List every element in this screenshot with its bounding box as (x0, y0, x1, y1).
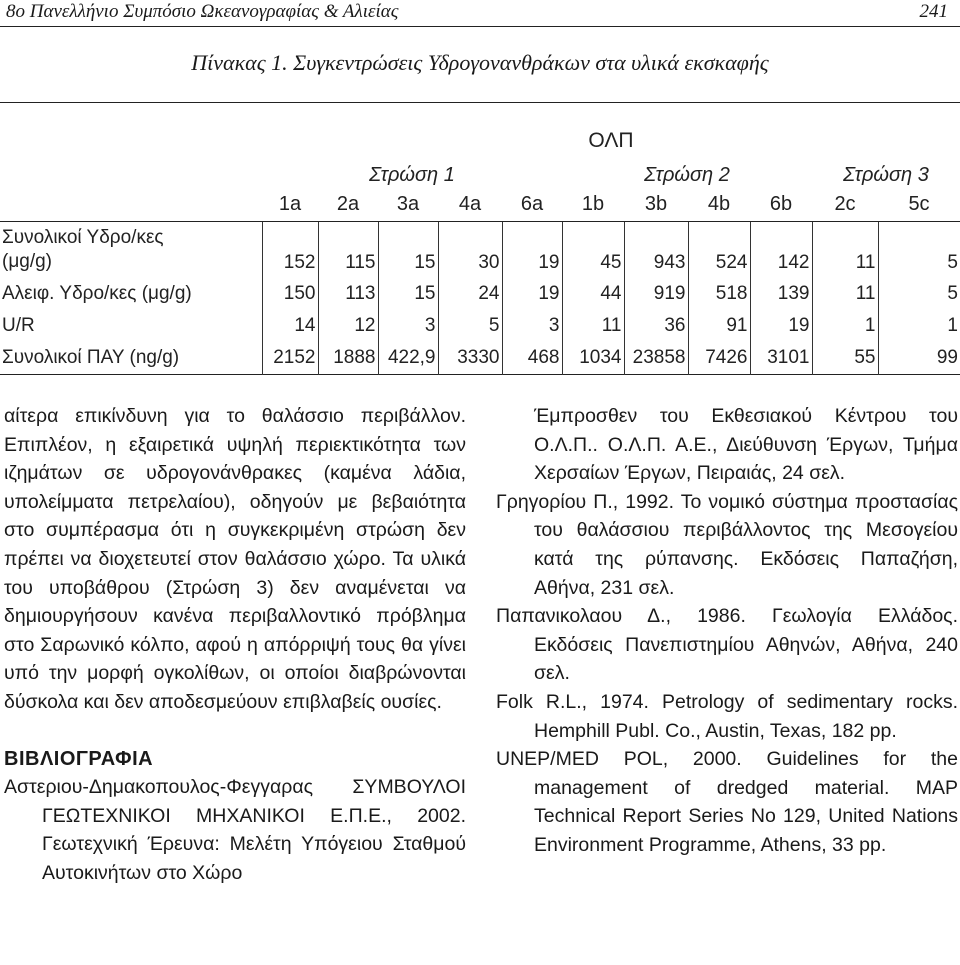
table-cell: 152 (262, 222, 318, 279)
page-number: 241 (919, 1, 948, 22)
journal-title: 8ο Πανελλήνιο Συμπόσιο Ωκεανογραφίας & Αλιείας (6, 1, 399, 22)
table-cell: 3330 (438, 342, 502, 375)
sample-header: 3a (378, 187, 438, 222)
reference-item: Γρηγορίου Π., 1992. Το νομικό σύστημα προστασίας του θαλάσσιου περιβάλλοντος της Μεσογείου κατά της ρύπανσης. Εκδόσεις Παπαζήση, Αθήνα, 231 σελ. (496, 490, 958, 599)
sample-header: 4a (438, 187, 502, 222)
row-label: U/R (2, 315, 35, 336)
sample-header: 1b (562, 187, 624, 222)
table-cell: 5 (878, 222, 960, 279)
table-cell: 2152 (262, 342, 318, 375)
table-cell: 44 (562, 278, 624, 310)
sample-header: 4b (688, 187, 750, 222)
table-cell: 12 (318, 310, 378, 342)
sample-header: 3b (624, 187, 688, 222)
table-cell: 1888 (318, 342, 378, 375)
sample-header: 6b (750, 187, 812, 222)
bibliography-heading: ΒΙΒΛΙΟΓΡΑΦΙΑ (4, 747, 154, 770)
table-cell: 1034 (562, 342, 624, 375)
row-label: Αλειφ. Υδρο/κες (μg/g) (2, 283, 192, 304)
group-header: ΟΛΠ (588, 129, 634, 152)
layer-3-header: Στρώση 3 (843, 164, 929, 186)
table-row (0, 342, 960, 375)
running-head (6, 0, 948, 24)
table-cell: 99 (878, 342, 960, 375)
table-cell: 1 (812, 310, 878, 342)
hydrocarbon-table (0, 102, 960, 375)
table-cell: 518 (688, 278, 750, 310)
table-cell: 91 (688, 310, 750, 342)
table-cell: 15 (378, 278, 438, 310)
table-cell: 7426 (688, 342, 750, 375)
sample-header: 5c (878, 187, 960, 222)
right-column (496, 402, 958, 860)
table-cell: 14 (262, 310, 318, 342)
row-label: Συνολικοί ΠΑΥ (ng/g) (2, 347, 180, 368)
table-cell: 15 (378, 222, 438, 279)
table-cell: 19 (502, 278, 562, 310)
table-cell: 45 (562, 222, 624, 279)
table-cell: 11 (812, 278, 878, 310)
sample-header: 1a (262, 187, 318, 222)
table-row (0, 278, 960, 310)
table-cell: 524 (688, 222, 750, 279)
table-cell: 113 (318, 278, 378, 310)
table-cell: 3101 (750, 342, 812, 375)
table-row (0, 222, 960, 279)
table-cell: 468 (502, 342, 562, 375)
reference-continuation: Έμπροσθεν του Εκθεσιακού Κέντρου του Ο.Λ.Π.. Ο.Λ.Π. Α.Ε., Διεύθυνση Έργων, Τμήμα Χερσαίων Έργων, Πειραιάς, 24 σελ. (534, 405, 958, 485)
table-cell: 5 (878, 278, 960, 310)
table-cell: 11 (812, 222, 878, 279)
table-cell: 1 (878, 310, 960, 342)
table-cell: 943 (624, 222, 688, 279)
table-cell: 24 (438, 278, 502, 310)
table-cell: 3 (502, 310, 562, 342)
table-row (0, 310, 960, 342)
table-cell: 422,9 (378, 342, 438, 375)
table-cell: 139 (750, 278, 812, 310)
sample-header: 2c (812, 187, 878, 222)
table-cell: 30 (438, 222, 502, 279)
table-cell: 19 (502, 222, 562, 279)
table-cell: 150 (262, 278, 318, 310)
table-cell: 11 (562, 310, 624, 342)
reference-item: UNEP/MED POL, 2000. Guidelines for the management of dredged material. MAP Technical Report Series No 129, United Nations Environment Programme, Athens, 33 pp. (496, 748, 958, 856)
layer-2-header: Στρώση 2 (644, 164, 730, 186)
table-corner (0, 103, 262, 154)
reference-item: Αστεριου-Δημακοπουλος-Φεγγαρας ΣΥΜΒΟΥΛΟΙ ΓΕΩΤΕΧΝΙΚΟΙ ΜΗΧΑΝΙΚΟΙ Ε.Π.Ε., 2002. Γεωτεχνική Έρευνα: Μελέτη Υπόγειου Σταθμού Αυτοκινήτων στο Χώρο (4, 776, 466, 884)
sample-header: 6a (502, 187, 562, 222)
table-caption: Πίνακας 1. Συγκεντρώσεις Υδρογονανθράκων στα υλικά εκσκαφής (191, 50, 769, 75)
body-paragraph: αίτερα επικίνδυνη για το θαλάσσιο περιβάλλον. Επιπλέον, η εξαιρετικά υψηλή περιεκτικότητα των ιζημάτων σε υδρογονάνθρακες (καμένα λάδια, υπολείμματα πετρελαίου), οδηγούν με βεβαιότητα στο συμπέρασμα ότι η συγκεκριμένη στρώση δεν πρέπει να διοχετευτεί στον θαλάσσιο χώρο. Τα υλικά του υποβάθρου (Στρώση 3) δεν αναμένεται να δημιουργήσουν κανένα περιβαλλοντικό πρόβλημα στο Σαρωνικό κόλπο, αφού η απόρριψή τους θα γίνει υπό την μορφή ογκολίθων, οι οποίοι διαβρώνονται δύσκολα και δεν αποδεσμεύουν επιβλαβείς ουσίες. (4, 405, 466, 713)
table-cell: 23858 (624, 342, 688, 375)
reference-item: Παπανικολαου Δ., 1986. Γεωλογία Ελλάδος. Εκδόσεις Πανεπιστημίου Αθηνών, Αθήνα, 240 σελ. (496, 605, 958, 685)
table-cell: 55 (812, 342, 878, 375)
table-cell: 36 (624, 310, 688, 342)
layer-1-header: Στρώση 1 (369, 164, 455, 186)
left-column (4, 402, 466, 888)
table-cell: 5 (438, 310, 502, 342)
table-cell: 115 (318, 222, 378, 279)
table-cell: 19 (750, 310, 812, 342)
table-cell: 3 (378, 310, 438, 342)
table-cell: 919 (624, 278, 688, 310)
sample-header: 2a (318, 187, 378, 222)
reference-item: Folk R.L., 1974. Petrology of sedimentary rocks. Hemphill Publ. Co., Austin, Texas, 182 pp. (496, 690, 958, 742)
table-cell: 142 (750, 222, 812, 279)
row-label: Συνολικοί Υδρο/κες (μg/g) (2, 227, 164, 272)
header-rule (0, 26, 960, 27)
